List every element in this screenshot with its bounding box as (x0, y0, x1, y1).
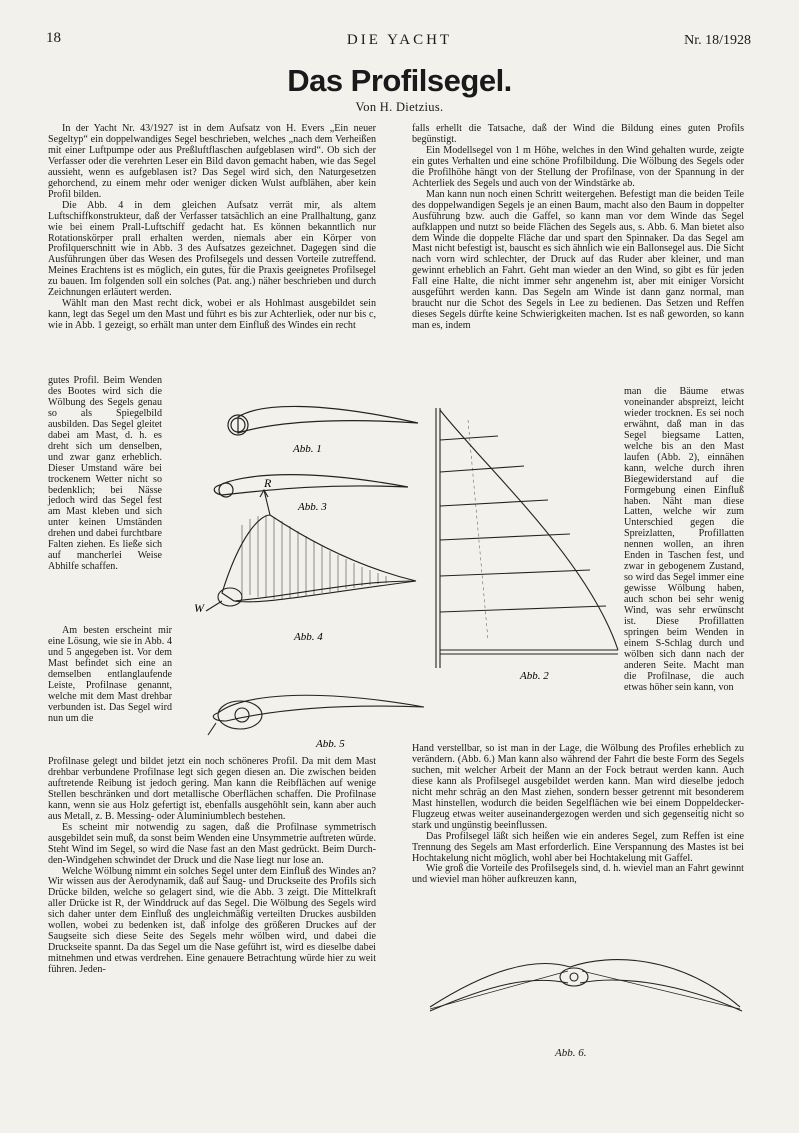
figure-abb5 (208, 695, 424, 735)
figure-abb1 (228, 406, 418, 435)
magazine-title: DIE YACHT (346, 32, 453, 48)
article-byline: Von H. Dietzius. (355, 100, 444, 114)
abb4-label-w: W (194, 601, 204, 615)
figure-abb3 (214, 475, 408, 497)
paragraph: Das Profilsegel läßt sich heißen wie ein anderes Segel, zum Reffen ist eine Trennung des Segels am Mast erforderlich. Eine Verspannung des Mastes ist bei Hochtakelung nicht möglich, wohl aber bei Hochtakelung mit Gaffel. (412, 830, 744, 864)
abb4-label-r: R (264, 476, 272, 490)
paragraph: Welche Wölbung nimmt ein solches Segel unter dem Einfluß des Windes an? Wir wissen aus der Aerodynamik, daß auf Saug- und Druckseite des Profils sich Drücke bilden, welche so gelagert sind, wie die Abb. 3 zeigt. Die Mittelkraft aller Drücke ist R, der Winddruck auf das Segel. Die Wölbung des Segels wird sich daher unter dem Einfluß des ungleichmäßig verteilten Druckes ausbilden wollen, wobei zu bedenken ist, daß infolge des größeren Druckes auf der Saugseite sich diese Seite des Segels mehr wölben wird, und dabei die Druckseite spannt. Da das Segel um die Nase geführt ist, wird es dieselbe dabei mitnehmen und etwas verdrehen. Eine genauere Betrachtung würde hier zu weit führen. Jeden- (48, 865, 376, 976)
right-column-bottom (412, 744, 744, 886)
page-number: 18 (46, 30, 61, 46)
right-column-top (412, 124, 744, 332)
paragraph: Wählt man den Mast recht dick, wobei er als Hohlmast ausgebildet sein kann, legt das Segel um den Mast und führt es bis zur Achterliek, oder nur bis c, wie in Abb. 1 gezeigt, so erhält man unter dem Einfluß des Windes ein recht (48, 298, 376, 332)
abb6-caption: Abb. 6. (555, 1047, 587, 1059)
abb1-caption: Abb. 1 (293, 443, 322, 455)
paragraph: Man kann nun noch einen Schritt weitergehen. Befestigt man die beiden Teile des doppelwandigen Segels je an einen Baum, macht also den Baum in doppelter Ausführung bzw. auch die Gaffel, so kann man vor dem Winde das Segel aufklappen und nutzt so beide Flächen des Segels aus, s. Abb. 6. Man bietet also dem Winde die doppelte Fläche dar und spart den Spinnaker. Da das Segel am Mast nicht befestigt ist, bauscht es sich ähnlich wie ein Ballonsegel aus. Die Sicht nach vorn wird schlechter, der Druck auf das Ruder aber kleiner, und man gewinnt erheblich an Fahrt. Geht man wieder an den Wind, so gibt es für jeden Fall eine Halte, die nicht immer sehr angenehm ist, aber mit einiger Vorsicht ausgeführt werden kann. Das Segeln am Winde ist dann ganz normal, man braucht nur die Schot des Segels in Lee zu bedienen. Das Setzen und Reffen dieses Segels dürfte keine Schwierigkeiten machen. Ist es naß geworden, so kann man es, indem (412, 188, 744, 332)
paragraph: gutes Profil. Beim Wenden des Bootes wird sich die Wölbung des Segels genau so als Spiegelbild ausbilden. Das Segel gleitet dabei am Mast, d. h. es dreht sich um denselben, und zwar ganz erheblich. Dieser Umstand wäre bei trockenem Wetter nicht so bedenklich; bei Nässe jedoch wird das Segel fest am Mast kleben und sich unter keinen Umständen drehen und dabei furchtbare Falten ziehen. Es ließe sich auf mancherlei Weise Abhilfe schaffen. (48, 375, 162, 573)
right-column-narrow (624, 387, 744, 694)
abb2-caption: Abb. 2 (520, 670, 549, 682)
paragraph: Am besten erscheint mir eine Lösung, wie sie in Abb. 4 und 5 angegeben ist. Vor dem Mast befindet sich eine an demselben entlanglaufende Leiste, Profilnase genannt, welche mit dem Mast drehbar verbunden ist. Das Segel wird nun um die (48, 625, 172, 724)
figure-abb2 (428, 400, 628, 690)
paragraph: falls erhellt die Tatsache, daß der Wind die Bildung eines guten Profils begünstigt. (412, 123, 744, 145)
paragraph: In der Yacht Nr. 43/1927 ist in dem Aufsatz von H. Evers „Ein neuer Segeltyp“ ein doppelwandiges Segel beschrieben, welches „nach dem Verheißen mit einer Luftpumpe oder aus Preßluftflaschen aufgeblasen wird“. Ob sich der Verfasser oder die verehrten Leser ein Bild davon gemacht haben, wie das Segel aussieht, wenn es aufgeblasen ist? Das Segel wird sich, den Naturgesetzen gehorchend, zu einem mehr oder weniger dicken Wulst aufblähen, aber kein Profil bilden. (48, 123, 376, 200)
paragraph: Hand verstellbar, so ist man in der Lage, die Wölbung des Profiles erheblich zu verändern. (Abb. 6.) Man kann also während der Fahrt die beste Form des Segels suchen, mit welcher Arbeit der Mann an der Fock betraut werden kann. Auch diese kann als Profilsegel ausgebildet werden kann. Man wird dieselbe jedoch nicht mehr schräg an den Mast ziehen, sondern besser getrennt mit besonderem Mast hinstellen, wodurch die beiden Segelflächen wie bei einem Doppeldecker-Flugzeug etwas weiter auseinandergezogen werden und sich gegenseitig nicht so stark und ungünstig beeinflussen. (412, 743, 744, 831)
paragraph: Profilnase gelegt und bildet jetzt ein noch schöneres Profil. Da mit dem Mast drehbar verbundene Profilnase legt sich gegen diesen an. Die zwischen beiden auftretende Reibung ist jedoch gering. Man kann die Reibflächen auf wenige Stellen beschränken und dort metallische Oberflächen schaffen. Die Profilnase kann, wenn sie aus Holz gefertigt ist, ebenfalls ausgehöhlt sein, kann aber auch aus Metall, z. B. Messing- oder Aluminiumblech bestehen. (48, 756, 376, 822)
paragraph: man die Bäume etwas voneinander abspreizt, leicht wieder trocknen. Es sei noch erwähnt, daß man in das Segel biegsame Latten, welche bis an den Mast laufen (Abb. 2), einnähen kann, welche durch ihren Biegewiderstand auf die Formgebung einen Einfluß haben. Näht man diese Latten, welche wir zum Unterschied gegen die Spreizlatten, Profillatten nennen wollen, an ihren Enden in Taschen fest, und zwar in gebogenem Zustand, so wird das Segel immer eine gewisse Wölbung haben, auch schon bei sehr wenig Wind, was sehr erwünscht ist. Diese Profillatten springen beim Wenden in einem S-Schlag durch und wölben sich dann nach der anderen Seite. Macht man die Profilnase, die auch etwas höher sein kann, von (624, 386, 744, 693)
abb5-caption: Abb. 5 (316, 738, 345, 750)
paragraph: Wie groß die Vorteile des Profilsegels sind, d. h. wieviel man an Fahrt gewinnt und wieviel man höher aufkreuzen kann, (412, 863, 744, 886)
abb3-caption: Abb. 3 (298, 501, 327, 513)
figures-profile-sections (160, 395, 430, 755)
left-column-narrow-2 (48, 626, 172, 725)
paragraph: Ein Modellsegel von 1 m Höhe, welches in den Wind gehalten wurde, zeigte ein gutes Verhalten und eine schöne Profilbildung. Die Wölbung des Segels oder die Profilhöhe hängt von der Stellung der Profilnase, von der Spannung in der Achterliek des Segels und auch von der Windstärke ab. (412, 144, 744, 189)
left-column-top (48, 124, 376, 332)
paragraph: Die Abb. 4 in dem gleichen Aufsatz verrät mir, als altem Luftschiffkonstrukteur, daß der Verfasser tatsächlich an eine Prallhaltung, ganz wie bei einem Prall-Luftschiff gedacht hat. Es können bekanntlich nur Rotationskörper prall erhalten werden, niemals aber ein Körper von Profilquerschnitt wie in Abb. 3 des Aufsatzes gezeichnet. Dagegen sind die Ausführungen über das Wesen des Profilsegels und dessen Vorteile zutreffend. Meines Erachtens ist es möglich, ein gutes, für die Praxis geeignetes Profilsegel zu bauen. Im folgenden soll ein solches (Pat. ang.) näher beschrieben und durch Zeichnungen erläutert werden. (48, 199, 376, 299)
issue-number: Nr. 18/1928 (684, 33, 751, 48)
figure-abb6 (420, 935, 760, 1045)
left-column-bottom (48, 757, 376, 976)
article-title: Das Profilsegel. (287, 63, 512, 98)
abb4-caption: Abb. 4 (294, 631, 323, 643)
paragraph: Es scheint mir notwendig zu sagen, daß die Profilnase symmetrisch ausgebildet sein muß, da sonst beim Wenden eine Unsymmetrie auftreten würde. Steht Wind im Segel, so wird die Nase fast an den Mast gedrückt. Beim Durch-den-Windgehen schwindet der Druck und die Nase liegt nur lose an. (48, 821, 376, 866)
left-column-narrow (48, 376, 162, 573)
